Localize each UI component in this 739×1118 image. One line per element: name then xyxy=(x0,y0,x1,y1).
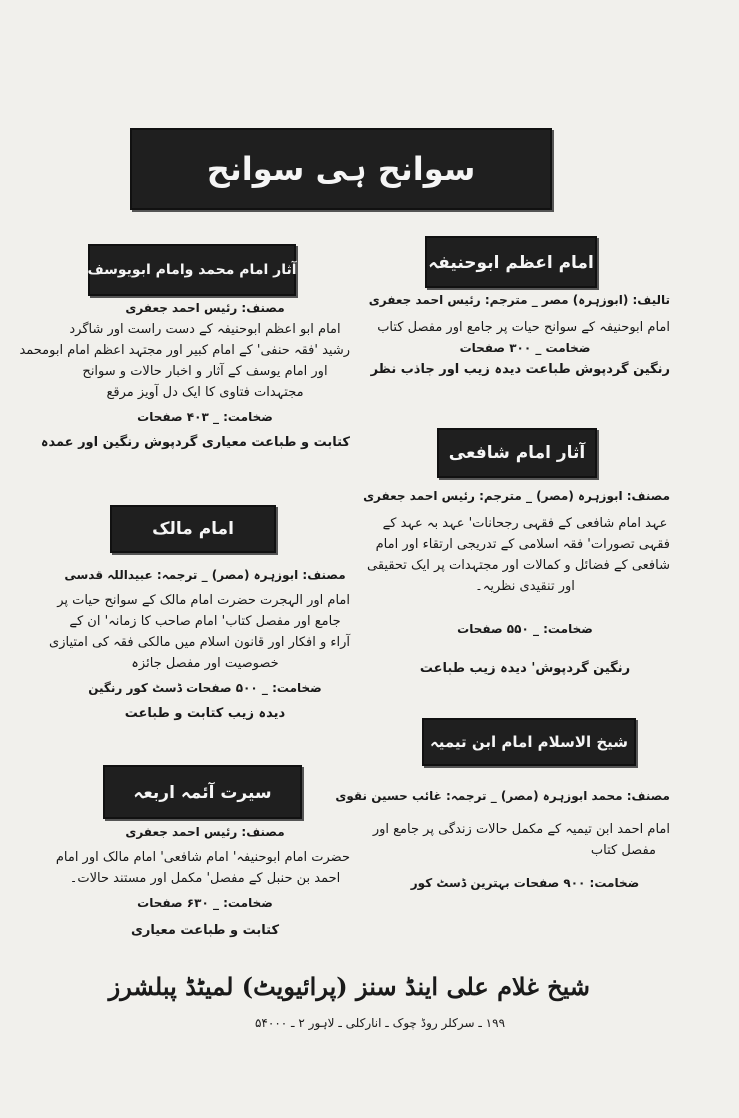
pages-line: ضخامت: _ ۶۳۰ صفحات xyxy=(137,896,273,910)
book-aimma-arbaa xyxy=(55,822,350,941)
description-line: اور تنقیدی نظریہ۔ xyxy=(475,579,575,594)
title-banner-muhammad-abu-yusuf xyxy=(88,244,296,296)
title-banner-abu-hanifa xyxy=(425,236,597,288)
book-muhammad-abu-yusuf xyxy=(19,298,350,453)
author-line: مصنف: محمد ابوزہرہ (مصر) _ ترجمہ: غائب حسین نقوی xyxy=(335,789,670,803)
description-line: امام ابو اعظم ابوحنیفہ کے دست راست اور شاگرد xyxy=(69,322,341,337)
book-shafii xyxy=(363,486,670,679)
print-line: کتابت و طباعت معیاری گردپوش رنگین اور عمدہ xyxy=(40,435,350,450)
book-title-malik: امام مالک xyxy=(152,519,234,539)
pages-line: ضخامت _ ۳۰۰ صفحات xyxy=(459,341,591,355)
description-line: شافعی کے فضائل و کمالات اور مجتہدات پر ایک تحقیقی xyxy=(367,558,670,573)
description-line: اور امام یوسف کے آثار و اخبار حالات و سوانح xyxy=(82,364,328,379)
pages-line: ضخامت: _ ۴۰۳ صفحات xyxy=(137,410,273,424)
author-line: مصنف: رئیس احمد جعفری xyxy=(125,301,285,315)
description-line: فقہی تصورات' فقہ اسلامی کے تدریجی ارتقاء اور امام xyxy=(375,537,670,552)
author-line: مصنف: رئیس احمد جعفری xyxy=(125,825,285,839)
print-line: رنگین گردپوش طباعت دیدہ زیب اور جاذب نظر xyxy=(370,362,670,377)
title-banner-malik xyxy=(110,505,276,553)
description-line: خصوصیت اور مفصل جائزہ xyxy=(131,656,279,671)
description-line: امام ابوحنیفہ کے سوانح حیات پر جامع اور مفصل کتاب xyxy=(377,320,670,335)
publisher-address: ۱۹۹ ـ سرکلر روڈ چوک ـ انارکلی ـ لاہور ۲ ـ ۵۴۰۰۰ xyxy=(254,1016,506,1030)
book-abu-hanifa xyxy=(368,290,670,380)
pages-line: ضخامت: ۹۰۰ صفحات بہترین ڈسٹ کور xyxy=(410,876,640,890)
title-banner-shafii xyxy=(437,428,597,478)
book-ibn-taymiyya xyxy=(335,786,670,894)
description-line: مجتہدات فتاوی کا ایک دل آویز مرقع xyxy=(106,385,304,400)
description-line: آراء و افکار اور قانون اسلام میں مالکی فقہ کی امتیازی xyxy=(49,635,350,650)
book-malik xyxy=(49,565,350,724)
book-title-muhammad-abu-yusuf: آثار امام محمد وامام ابویوسف xyxy=(87,262,297,278)
description-line: امام احمد ابن تیمیہ کے مکمل حالات زندگی پر جامع اور xyxy=(372,822,670,837)
book-title-shafii: آثار امام شافعی xyxy=(448,443,586,463)
main-title-banner xyxy=(130,128,552,210)
author-line: تالیف: (ابوزہرہ) مصر _ مترجم: رئیس احمد جعفری xyxy=(368,293,670,307)
print-line: کتابت و طباعت معیاری xyxy=(130,923,280,938)
author-line: مصنف: ابوزہرہ (مصر) _ ترجمہ: عبیداللہ قدسی xyxy=(64,568,346,582)
pages-line: ضخامت: _ ۵۰۰ صفحات ڈسٹ کور رنگین xyxy=(88,681,322,695)
book-title-aimma-arbaa: سیرت آئمہ اربعہ xyxy=(133,782,272,803)
publisher-name: شیخ غلام علی اینڈ سنز (پرائیویٹ) لمیٹڈ پبلشرز xyxy=(108,972,590,1001)
title-banner-ibn-taymiyya xyxy=(422,718,636,766)
description-line: جامع اور مفصل کتاب' امام صاحب کا زمانہ' ان کے xyxy=(69,614,341,629)
description-line: عہد امام شافعی کے فقہی رجحانات' عہد بہ عہد کے xyxy=(382,516,668,531)
description-line: امام اور الہجرت حضرت امام مالک کے سوانح حیات پر xyxy=(57,593,350,608)
book-title-ibn-taymiyya: شیخ الاسلام امام ابن تیمیہ xyxy=(429,733,629,751)
print-line: دیدہ زیب کتابت و طباعت xyxy=(124,706,286,721)
title-banner-aimma-arbaa xyxy=(103,765,302,819)
description-line: حضرت امام ابوحنیفہ' امام شافعی' امام مالک اور امام xyxy=(55,850,350,865)
description-line: مفصل کتاب xyxy=(590,843,656,858)
main-title: سوانح ہی سوانح xyxy=(206,150,476,188)
description-line: احمد بن حنبل کے مفصل' مکمل اور مستند حالات۔ xyxy=(69,871,341,886)
description-line: رشید 'فقہ حنفی' کے امام کبیر اور مجتہد اعظم امام ابومحمد xyxy=(19,343,350,358)
author-line: مصنف: ابوزہرہ (مصر) _ مترجم: رئیس احمد جعفری xyxy=(363,489,670,503)
pages-line: ضخامت: _ ۵۵۰ صفحات xyxy=(457,622,593,636)
book-title-abu-hanifa: امام اعظم ابوحنیفہ xyxy=(428,252,594,273)
print-line: رنگین گردپوش' دیدہ زیب طباعت xyxy=(419,661,631,676)
